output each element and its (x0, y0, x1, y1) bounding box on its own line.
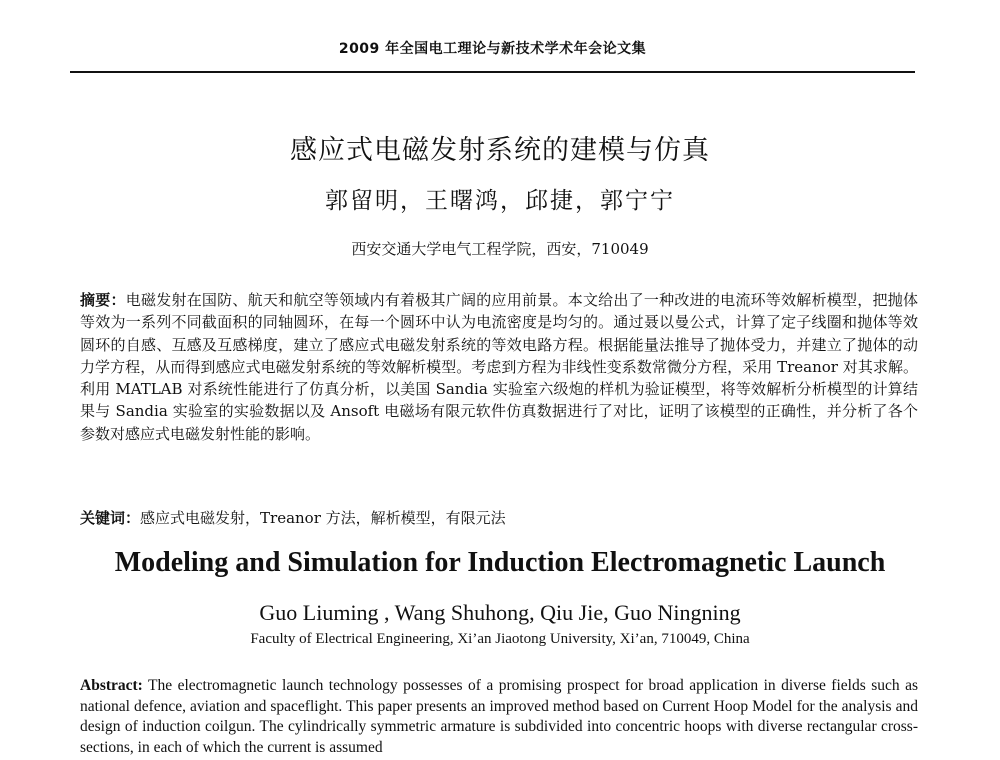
english-abstract (80, 676, 918, 758)
header-rule (70, 71, 915, 73)
chinese-keywords-label: 关键词： (80, 509, 141, 527)
english-title: Modeling and Simulation for Induction Electromagnetic Launch (114, 547, 886, 578)
english-affiliation: Faculty of Electrical Engineering, Xi’an Jiaotong University, Xi’an, 710049, China (250, 631, 750, 647)
english-abstract-text: The electromagnetic launch technology possesses of a promising prospect for broad application in diverse fields such as national defence, aviation and spaceflight. This paper presents an improved method based on Current Hoop Model for the analysis and design of induction coilgun. The cylindrically symmetric armature is subdivided into concentric hoops with diverse rectangular cross-sections, in each of which the current is assumed (80, 677, 918, 756)
chinese-affiliation: 西安交通大学电气工程学院，西安，710049 (351, 240, 649, 258)
running-header: 2009 年全国电工理论与新技术学术年会论文集 (338, 41, 647, 57)
english-abstract-label: Abstract: (80, 677, 143, 694)
chinese-title: 感应式电磁发射系统的建模与仿真 (290, 135, 710, 166)
chinese-abstract-label: 摘要： (80, 291, 126, 309)
chinese-authors: 郭留明，王曙鸿，邱捷，郭宁宁 (325, 188, 675, 214)
chinese-keywords (80, 507, 918, 529)
chinese-abstract-text: 电磁发射在国防、航天和航空等领域内有着极其广阔的应用前景。本文给出了一种改进的电流环等效解析模型，把抛体等效为一系列不同截面积的同轴圆环，在每一个圆环中认为电流密度是均匀的。通过聂以曼公式，计算了定子线圈和抛体等效圆环的自感、互感及互感梯度，建立了感应式电磁发射系统的等效电路方程。根据能量法推导了抛体受力，并建立了抛体的动力学方程，从而得到感应式电磁发射系统的等效解析模型。考虑到方程为非线性变系数常微分方程，采用 Treanor 对其求解。利用 MATLAB 对系统性能进行了仿真分析，以美国 Sandia 实验室六级炮的样机为验证模型，将等效解析分析模型的计算结果与 Sandia 实验室的实验数据以及 Ansoft 电磁场有限元软件仿真数据进行了对比，证明了该模型的正确性，并分析了各个参数对感应式电磁发射性能的影响。 (80, 291, 918, 443)
english-authors: Guo Liuming , Wang Shuhong, Qiu Jie, Guo Ningning (259, 600, 741, 625)
chinese-abstract (80, 289, 918, 445)
chinese-keywords-text: 感应式电磁发射，Treanor 方法，解析模型，有限元法 (140, 509, 506, 527)
